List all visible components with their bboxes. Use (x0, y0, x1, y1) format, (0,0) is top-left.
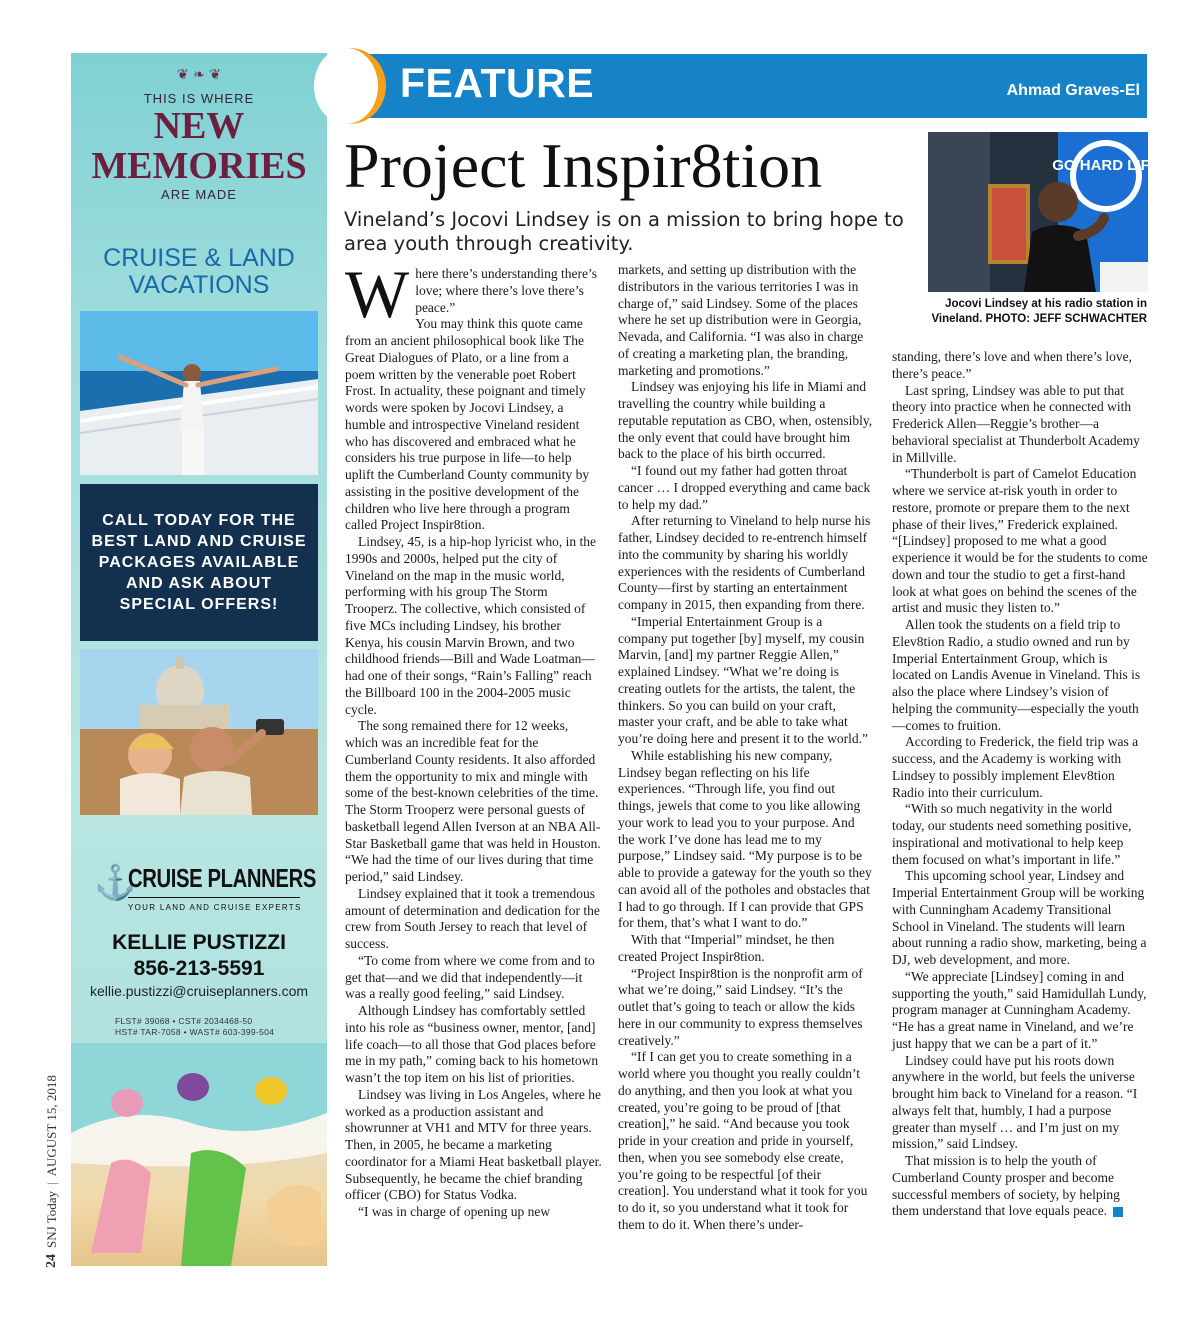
agent-name: KELLIE PUSTIZZI (112, 931, 286, 954)
body-paragraph: While establishing his new company, Lindsey began reflecting on his life experiences. “Through life, you find out things, jewels that come to you like allowing your work to lead you to your purpose. And the work I’ve done has lead me to my purpose,” Lindsey said. “My purpose is to be able to provide a gateway for the youth so they can avoid all of the potholes and obstacles that I had to go through. If I can provide that GPS for them, that’s what I want to do.” (618, 747, 872, 931)
body-paragraph: “If I can get you to create something in a world where you thought you really couldn’t do anything, and then you look at what you created, you’re going to be proud of [that creation],” he said. “And because you took pride in your creation and pride in yourself, then, when you see somebody else create, you’re going to be respectful [of their creation]. You understand what it took for you to do it, so you understand what it took for them to do it. When there’s under- (618, 1049, 868, 1232)
ad-post-headline: ARE MADE (161, 187, 237, 202)
header-white-tab (314, 48, 378, 124)
license-line-1: FLST# 39068 • CST# 2034468-50 (115, 1016, 253, 1026)
author-byline: Ahmad Graves-El (1006, 82, 1140, 99)
end-of-story-mark (1113, 1207, 1123, 1217)
ad-headline-line2: MEMORIES (91, 145, 307, 187)
body-paragraph: “Imperial Entertainment Group is a company put together [by] myself, my cousin Marvin, [and] my partner Reggie Allen,” explained Lindsey. “What we’re doing is creating outlets for the artists, the talent, the thinkers. So you can build on your craft, master your craft, and be able to take what you’re doing here and present it to the world.” (618, 613, 869, 746)
photo-caption: Jocovi Lindsey at his radio station in Vineland. PHOTO: JEFF SCHWACHTER (931, 298, 1147, 325)
body-paragraph: standing, there’s love and when there’s love, there’s peace.” (892, 349, 1132, 381)
rome-selfie-illustration (80, 649, 318, 815)
body-paragraph: markets, and setting up distribution with the distributors in the various territories I was in charge of,” said Lindsey. Some of the places where he set up distribution were in Georgia, Nevada, and California. “I was also in charge of creating a marketing plan, the branding, marketing and promotions.” (618, 262, 864, 378)
anchor-icon: ⚓ (94, 863, 137, 903)
ocean-deck-illustration (80, 311, 318, 475)
article-column-1 (345, 256, 602, 1262)
body-paragraph: After returning to Vineland to help nurse his father, Lindsey decided to re-entrench himself into the community by sharing his worldly experiences with the residents of Cumberland County—first by starting an entertainment company in 2015, then expanding from there. (618, 513, 871, 612)
license-line-2: HST# TAR-7058 • WAST# 603-399-504 (115, 1027, 275, 1037)
body-paragraph: The song remained there for 12 weeks, which was an incredible feat for the Cumberland County residents. It also afforded them the opportunity to mix and mingle with some of the best-known celebrities of the time. The Storm Trooperz were personal guests of basketball legend Allen Iverson at an NBA All-Star Basketball game that was held in Houston. “We had the time of our lives during that time period,” said Lindsey. (345, 718, 601, 884)
page-folio (40, 1028, 64, 1268)
body-paragraph: “To come from where we come from and to get that—and we did that independently—it was a really good feeling,” said Lindsey. (345, 952, 595, 1002)
brand-name: CRUISE PLANNERS (128, 863, 316, 893)
body-paragraph: Allen took the students on a field trip to Elev8tion Radio, a studio owned and run by Imperial Entertainment Group, which is located on Landis Avenue in Vineland. This is also the place where Lindsey’s vision of helping the community—especially the youth—comes to fruition. (892, 617, 1141, 733)
body-paragraph: “Project Inspir8tion is the nonprofit arm of what we’re doing,” said Lindsey. “It’s the outlet that’s going to teach or allow the kids here in our community to express themselves creatively.” (618, 965, 863, 1048)
logo-divider (128, 897, 300, 898)
body-paragraph: Lindsey could have put his roots down anywhere in the world, but feels the universe brought him back to Vineland for a reason. “I always felt that, humbly, I had a purpose greater than myself … and I’m just on my mission,” said Lindsey. (892, 1052, 1138, 1152)
body-paragraph: Lindsey explained that it took a tremendous amount of determination and dedication for the crew from South Jersey to reach that level of success. (345, 885, 600, 951)
final-paragraph (892, 1153, 1148, 1220)
body-paragraph: “Thunderbolt is part of Camelot Education where we service at-risk youth in order to restore, promote or prepare them to the next phase of their lives,” Frederick explained. “[Lindsey] proposed to me what a good experience it would be for the students to come down and tour the studio to get a first-hand look at what goes on behind the scenes of the artist and music they listen to.” (892, 466, 1148, 616)
agent-phone: 856-213-5591 (133, 957, 265, 980)
sign-text: GO HARD LIFE (1052, 157, 1160, 174)
body-paragraph: You may think this quote came from an ancient philosophical book like The Great Dialogues of Plato, or a line from a poem written by the venerable poet Robert Frost. In actuality, these poignant and timely words were spoken by Jocovi Lindsey, a humble and introspective Vineland resident who has discovered and embraced what he considers his true purpose in life—to help uplift the Cumberland County community by assisting in the positive development of the children who live here through a program called Project Inspir8tion. (345, 316, 590, 533)
article-column-3 (892, 349, 1148, 1265)
folio-separator: | (44, 1182, 59, 1185)
cruise-advertisement (71, 53, 327, 1266)
beach-kids-illustration (71, 1043, 327, 1266)
ad-offer (71, 245, 327, 299)
body-paragraph: Lindsey, 45, is a hip-hop lyricist who, in the 1990s and 2000s, helped put the city of Vineland on the map in the music world, performing with his group The Storm Trooperz. The collective, which consisted of five MCs including Lindsey, his brother Kenya, his cousin Marvin Brown, and two childhood friends—Bill and Wade Loatman—had one of their songs, “Rain’s Falling” reach the Billboard 100 in the 2004-2005 music cycle. (345, 534, 596, 717)
brand-tagline: YOUR LAND AND CRUISE EXPERTS (128, 903, 302, 912)
ad-photo-couple-selfie (80, 649, 318, 815)
body-paragraph: Last spring, Lindsey was able to put that theory into practice when he connected with Frederick Allen—Reggie’s brother—a behavioral specialist at Thunderbolt Academy in Millville. (892, 382, 1140, 465)
radio-station-photo (928, 132, 1160, 292)
final-paragraph-text: That mission is to help the youth of Cumberland County prosper and become successful members of society, by helping them understand that love equals peace. (892, 1153, 1120, 1219)
article-column-2 (618, 262, 874, 1262)
agent-email: kellie.pustizzi@cruiseplanners.com (89, 983, 309, 999)
ad-headline-line1: NEW (153, 105, 245, 147)
body-paragraph: With that “Imperial” mindset, he then created Project Inspir8tion. (618, 932, 835, 964)
body-paragraph: Lindsey was enjoying his life in Miami and travelling the country while building a reputable reputation as CBO, when, ostensibly, the only event that could have brought him back to the place of his birth occurred. (618, 379, 873, 462)
body-paragraph: Lindsey was living in Los Angeles, where he worked as a production assistant and showrunner at VH1 and MTV for three years. Then, in 2005, he became a marketing coordinator for a Miami Heat basketball player. Subsequently, he became the chief branding officer (CBO) for Status Vodka. (345, 1086, 602, 1203)
article-deck: Vineland’s Jocovi Lindsey is on a mission to bring hope to area youth through creativity. (344, 208, 904, 255)
section-header-bar (344, 54, 1147, 118)
lede-text: here there’s understanding there’s love; where there’s love there’s peace.” (415, 266, 597, 315)
body-paragraph: This upcoming school year, Lindsey and Imperial Entertainment Group will be working with Cunningham Academy Transitional School in Vineland. The students will learn about running a radio show, marketing, being a DJ, web development, and more. (892, 868, 1147, 967)
cruise-planners-logo (94, 859, 316, 919)
article-headline: Project Inspir8tion (344, 130, 823, 201)
body-paragraph: “I found out my father had gotten throat cancer … I dropped everything and came back to help my dad.” (618, 463, 871, 512)
ad-pre-headline: THIS IS WHERE (143, 91, 255, 106)
ad-photo-woman-on-deck (80, 311, 318, 475)
body-paragraph: Although Lindsey has comfortably settled into his role as “business owner, mentor, [and] life coach—to all those that God places before me in my path,” coming back to his hometown wasn’t the top item on his list of priorities. (345, 1003, 599, 1085)
body-paragraph: According to Frederick, the field trip was a success, and the Academy is working with Lindsey to possibly implement Elev8tion Radio into their curriculum. (892, 734, 1139, 800)
ornament-top: ❦ ❧ ❦ (176, 67, 222, 83)
issue-date: AUGUST 15, 2018 (44, 1075, 59, 1177)
section-label: FEATURE (400, 60, 595, 106)
drop-cap: W (345, 256, 410, 332)
lede-paragraph (345, 256, 602, 332)
body-paragraph: “With so much negativity in the world today, our students need something positive, inspirational and motivational to help keep them focused on what’s important in life.” (892, 801, 1132, 867)
body-paragraph: “We appreciate [Lindsey] coming in and supporting the youth,” said Hamidullah Lundy, program manager at Cunningham Academy. “He has a great name in Vineland, and we’re just happy that we can be a part of it.” (892, 968, 1147, 1051)
body-paragraph: “I was in charge of opening up new (358, 1204, 551, 1219)
article-photo (928, 132, 1160, 292)
ad-offer-text: CRUISE & LAND VACATIONS (103, 244, 295, 299)
ad-photo-kids-on-beach (71, 1043, 327, 1266)
ad-call-to-action: CALL TODAY FOR THE BEST LAND AND CRUISE PACKAGES AVAILABLE AND ASK ABOUT SPECIAL OFFERS! (80, 484, 318, 641)
page-number: 24 (44, 1254, 59, 1268)
publication-name: SNJ Today (44, 1191, 59, 1248)
